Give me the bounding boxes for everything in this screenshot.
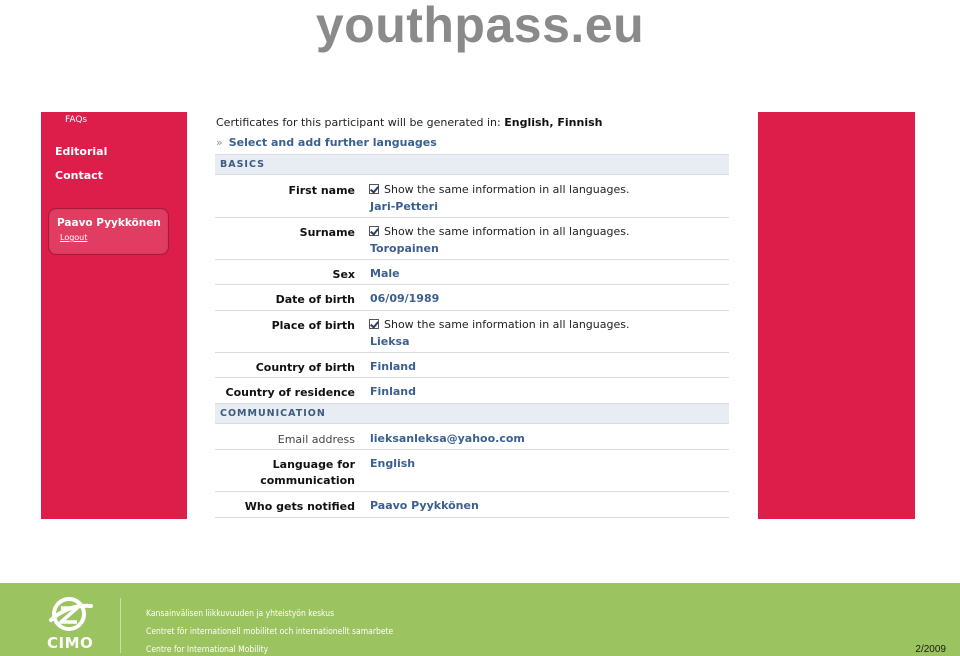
user-name: Paavo Pyykkönen <box>57 217 161 229</box>
country-of-residence-value: Finland <box>370 385 417 398</box>
surname-label: Surname <box>299 226 355 239</box>
row-date-of-birth <box>215 285 729 311</box>
logout-link[interactable]: Logout <box>60 233 88 242</box>
left-sidebar <box>41 112 187 519</box>
sex-value: Male <box>370 267 400 280</box>
date-of-birth-label: Date of birth <box>275 293 355 306</box>
section-header-communication <box>215 403 729 424</box>
communication-language-label <box>215 457 355 489</box>
place-of-birth-value: Lieksa <box>370 335 410 348</box>
certificate-languages: English, Finnish <box>504 116 603 129</box>
same-info-label: Show the same information in all languages. <box>384 318 630 331</box>
first-name-value: Jari-Petteri <box>370 200 438 213</box>
row-country-of-residence <box>215 378 729 403</box>
communication-language-label-line1: Language for <box>272 458 355 471</box>
same-info-label: Show the same information in all languages. <box>384 225 630 238</box>
certificate-language-prefix: Certificates for this participant will be generated in: <box>216 116 501 129</box>
row-first-name <box>215 176 729 218</box>
footer-divider <box>120 598 121 653</box>
cimo-logo <box>47 596 95 652</box>
right-sidebar <box>758 112 915 519</box>
section-header-basics <box>215 154 729 175</box>
certificate-language-info <box>216 116 602 129</box>
sidebar-item-contact[interactable]: Contact <box>55 169 103 182</box>
cimo-logo-icon <box>47 596 95 636</box>
country-of-birth-label: Country of birth <box>255 361 355 374</box>
row-sex <box>215 260 729 285</box>
double-chevron-right-icon: » <box>216 136 223 149</box>
surname-same-info-option[interactable] <box>369 225 629 238</box>
footer-organization-names <box>146 605 393 656</box>
email-value: lieksanleksa@yahoo.com <box>370 432 525 445</box>
row-who-gets-notified <box>215 492 729 518</box>
place-of-birth-label: Place of birth <box>271 319 355 332</box>
footer-line-finnish: Kansainvälisen liikkuvuuden ja yhteistyön keskus <box>146 609 335 619</box>
row-email <box>215 425 729 450</box>
footer-line-swedish: Centret för internationell mobilitet och internationellt samarbete <box>146 627 394 637</box>
footer-banner <box>0 583 960 656</box>
communication-language-label-line2: communication <box>260 474 355 487</box>
add-languages-link[interactable] <box>216 136 437 149</box>
who-gets-notified-label: Who gets notified <box>244 500 355 513</box>
email-label: Email address <box>277 433 355 446</box>
country-of-residence-label: Country of residence <box>225 386 355 399</box>
country-of-birth-value: Finland <box>370 360 417 373</box>
footer-line-english: Centre for International Mobility <box>146 645 269 655</box>
communication-language-value: English <box>370 457 416 470</box>
first-name-same-info-option[interactable] <box>369 183 629 196</box>
user-panel <box>48 208 169 255</box>
row-place-of-birth <box>215 311 729 353</box>
row-surname <box>215 218 729 260</box>
surname-value: Toropainen <box>370 242 439 255</box>
same-info-checkbox[interactable] <box>369 184 379 194</box>
same-info-checkbox[interactable] <box>369 319 379 329</box>
cimo-logo-text: CIMO <box>47 634 94 652</box>
sidebar-item-editorial[interactable]: Editorial <box>55 145 108 158</box>
date-of-birth-value: 06/09/1989 <box>370 292 440 305</box>
row-communication-language <box>215 450 729 492</box>
section-title-communication: COMMUNICATION <box>220 408 326 419</box>
sex-label: Sex <box>332 268 355 281</box>
site-title: youthpass.eu <box>315 0 645 53</box>
add-languages-label: Select and add further languages <box>228 136 437 149</box>
row-country-of-birth <box>215 353 729 378</box>
who-gets-notified-value: Paavo Pyykkönen <box>370 499 479 512</box>
same-info-checkbox[interactable] <box>369 226 379 236</box>
sidebar-item-faqs[interactable]: FAQs <box>65 115 88 125</box>
section-title-basics: BASICS <box>220 159 265 170</box>
same-info-label: Show the same information in all languages. <box>384 183 630 196</box>
first-name-label: First name <box>288 184 355 197</box>
place-of-birth-same-info-option[interactable] <box>369 318 629 331</box>
footer-date: 2/2009 <box>915 644 946 655</box>
